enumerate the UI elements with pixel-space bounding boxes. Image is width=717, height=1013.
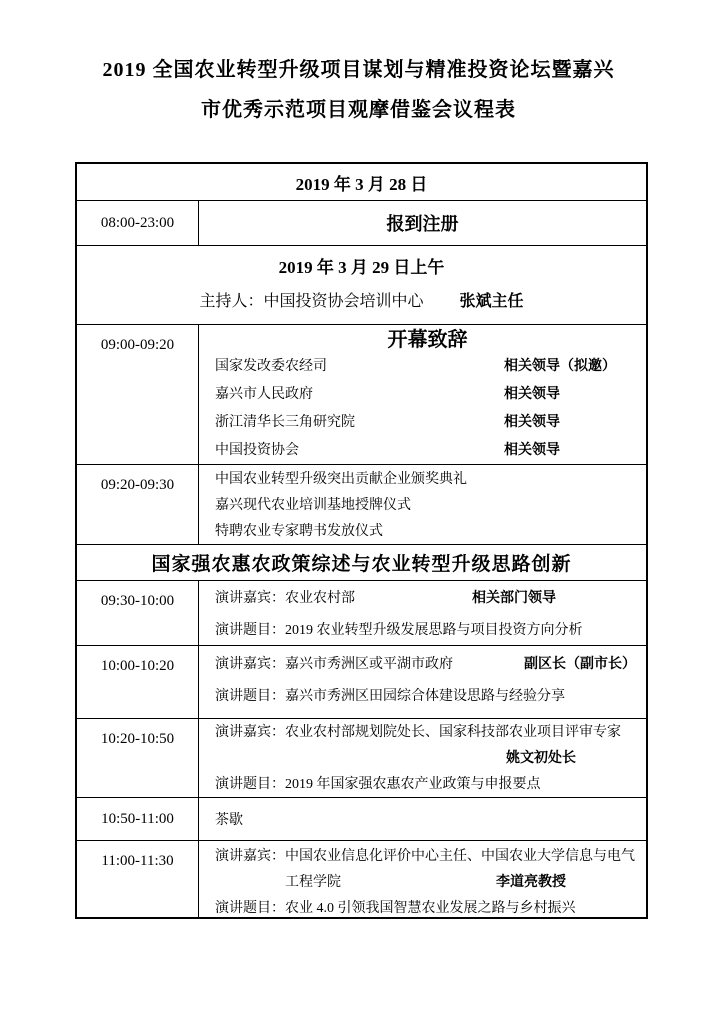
talk4-cell: [199, 841, 646, 917]
talk1-speaker: 相关部门领导: [472, 591, 556, 606]
talk3-topic-line: [215, 772, 640, 797]
row-talk3: [77, 718, 646, 797]
talk4-time: 11:00-11:30: [77, 841, 199, 917]
tea-break-activity: 茶歇: [215, 813, 243, 828]
opening-org: 浙江清华长三角研究院: [215, 415, 355, 430]
ceremony-item: 特聘农业专家聘书发放仪式: [215, 524, 383, 539]
registration-activity: 报到注册: [386, 214, 459, 234]
guest-label: 演讲嘉宾：: [215, 725, 285, 740]
row-tea-break: [77, 797, 646, 840]
talk2-speaker: 副区长（副市长）: [524, 657, 636, 672]
day2-header-cell: [77, 246, 646, 324]
row-talk4: [77, 840, 646, 917]
row-day2-header: [77, 245, 646, 324]
talk2-guest-rest: [285, 649, 640, 681]
talk1-cell: [199, 581, 646, 645]
row-talk2: [77, 645, 646, 718]
talk4-topic-line: [215, 896, 640, 917]
topic-label: 演讲题目：: [215, 901, 285, 916]
day2-date-header: 2019 年 3 月 29 日上午: [278, 258, 445, 277]
title-line-1: 2019 全国农业转型升级项目谋划与精准投资论坛暨嘉兴: [102, 59, 615, 81]
talk2-topic: 嘉兴市秀洲区田园综合体建设思路与经验分享: [285, 689, 565, 704]
host-line: [77, 284, 646, 320]
opening-org: 嘉兴市人民政府: [215, 387, 313, 402]
talk4-topic: 农业 4.0 引领我国智慧农业发展之路与乡村振兴: [285, 901, 576, 916]
title-line-2: 市优秀示范项目观摩借鉴会议程表: [201, 99, 516, 121]
talk4-guest-line2-wrap: [285, 870, 640, 896]
guest-label: 演讲嘉宾：: [215, 849, 285, 864]
talk2-guest: 嘉兴市秀洲区或平湖市政府: [285, 657, 453, 672]
row-talk1: [77, 580, 646, 645]
talk1-guest: 农业农村部: [285, 591, 355, 606]
opening-item: [215, 381, 640, 409]
talk1-topic: 2019 农业转型升级发展思路与项目投资方向分析: [285, 623, 583, 638]
tea-break-time: 10:50-11:00: [77, 798, 199, 840]
talk3-time: 10:20-10:50: [77, 719, 199, 797]
talk3-speaker: 姚文初处长: [506, 751, 576, 766]
topic-label: 演讲题目：: [215, 777, 285, 792]
ceremonies-cell: [199, 465, 646, 544]
row-section-header: [77, 544, 646, 580]
row-day1-header: [77, 164, 646, 200]
topic-label: 演讲题目：: [215, 689, 285, 704]
ceremonies-time: 09:20-09:30: [77, 465, 199, 544]
opening-org: 国家发改委农经司: [215, 359, 327, 374]
agenda-table: [75, 162, 648, 919]
talk1-guest-line: [215, 583, 640, 615]
opening-item: [215, 353, 640, 381]
opening-leader: 相关领导: [504, 387, 560, 402]
guest-label: 演讲嘉宾：: [215, 657, 285, 672]
section-header: 国家强农惠农政策综述与农业转型升级思路创新: [151, 554, 572, 575]
opening-item: [215, 437, 640, 464]
host-label: 主持人：中国投资协会培训中心: [199, 293, 424, 310]
talk2-topic-line: [215, 681, 640, 713]
talk2-cell: [199, 646, 646, 718]
row-ceremonies: [77, 464, 646, 544]
opening-item: [215, 409, 640, 437]
ceremony-item: 中国农业转型升级突出贡献企业颁奖典礼: [215, 472, 467, 487]
talk3-speaker-line: [215, 746, 640, 772]
topic-label: 演讲题目：: [215, 623, 285, 638]
opening-time: 09:00-09:20: [77, 325, 199, 464]
opening-title: 开幕致辞: [387, 329, 468, 351]
day1-date-header: 2019 年 3 月 28 日: [295, 174, 428, 194]
talk3-guest-line: [215, 720, 640, 746]
talk2-time: 10:00-10:20: [77, 646, 199, 718]
talk1-topic-line: [215, 615, 640, 645]
talk3-topic: 2019 年国家强农惠农产业政策与申报要点: [285, 777, 541, 792]
talk3-guest: 农业农村部规划院处长、国家科技部农业项目评审专家: [285, 725, 621, 740]
opening-org: 中国投资协会: [215, 443, 299, 458]
talk4-speaker: 李道亮教授: [496, 875, 566, 890]
ceremony-item: 嘉兴现代农业培训基地授牌仪式: [215, 498, 411, 513]
registration-cell: [199, 201, 646, 245]
row-opening: [77, 324, 646, 464]
host-name: 张斌主任: [459, 293, 524, 310]
opening-cell: [199, 325, 646, 464]
row-registration: [77, 200, 646, 245]
opening-leader: 相关领导: [504, 443, 560, 458]
talk1-guest-rest: [285, 583, 640, 615]
document-title: [0, 0, 717, 130]
talk4-guest-line2: 工程学院: [285, 875, 341, 890]
opening-leader: 相关领导（拟邀）: [504, 359, 616, 374]
talk2-guest-line: [215, 649, 640, 681]
talk4-guest-line: [215, 844, 640, 896]
guest-label: 演讲嘉宾：: [215, 591, 285, 606]
registration-time: 08:00-23:00: [77, 201, 199, 245]
tea-break-cell: [199, 798, 646, 840]
opening-leader: 相关领导: [504, 415, 560, 430]
talk4-guest-line1: 中国农业信息化评价中心主任、中国农业大学信息与电气: [285, 849, 635, 864]
talk4-guest-rest: [285, 844, 640, 896]
talk3-cell: [199, 719, 646, 797]
talk1-time: 09:30-10:00: [77, 581, 199, 645]
